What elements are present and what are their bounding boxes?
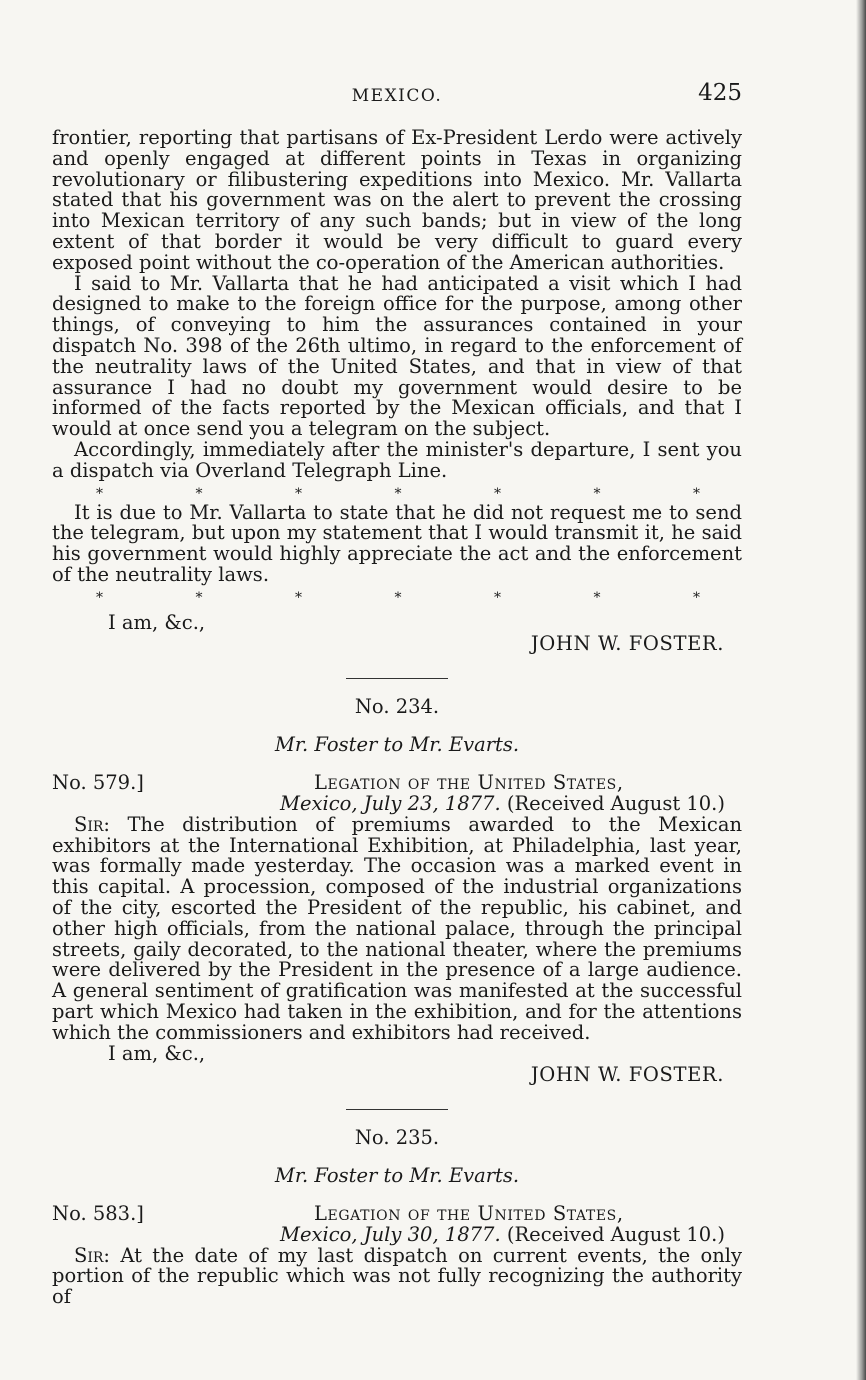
dispatch-number-579: No. 579.] [52,770,144,794]
signature: JOHN W. FOSTER. [530,631,724,655]
section-divider [346,678,448,679]
document-number-234: No. 234. [354,694,440,718]
salutation: Sir: [74,812,110,836]
ellipsis-stars-2 [52,586,742,607]
section-divider-2 [346,1109,448,1110]
signature-234: JOHN W. FOSTER. [530,1062,724,1086]
closing: I am, &c., [108,610,206,634]
paragraph-current-events [52,1243,743,1309]
page-header [52,80,742,110]
place-date: Mexico, July 30, 1877. [280,1222,501,1246]
star: * [693,589,700,606]
paragraph-telegram: Accordingly, immediately after the minister's departure, I sent you a dispatch via Overland Telegraph Line. [52,437,742,482]
ellipsis-stars-1 [52,482,742,503]
received-date: (Received August 10.) [506,791,725,815]
place-date-line-235 [52,1222,742,1246]
star: * [96,589,103,606]
legation-line-234 [52,770,742,794]
paragraph-premiums [52,812,743,1044]
star: * [195,589,203,606]
running-head: MEXICO. [351,86,443,106]
document-number-235: No. 235. [354,1125,440,1149]
document-heading-234: Mr. Foster to Mr. Evarts. [274,732,520,756]
star: * [394,589,402,606]
document-heading-235: Mr. Foster to Mr. Evarts. [274,1163,520,1187]
received-date: (Received August 10.) [506,1222,725,1246]
star: * [494,485,501,502]
paragraph-premiums-text: The distribution of premiums awarded to the Mexican exhibitors at the International Exhibition, at Philadelphia, last year, was formally made yesterday. The occasion was a marked event in this capital. A procession, composed of the industrial organizations of the city, escorted the President of the republic, his cabinet, and other high officials, from the national palace, through the principal streets, gaily decorated, to the national theater, where the premiums were delivered by the President in the presence of a large audience. A general sentiment of gratification was manifested at the successful part which Mexico had taken in the exhibition, and for the attentions which the commissioners and exhibitors had received. [52,812,743,1044]
legation-title: Legation of the United States, [314,770,624,794]
salutation: Sir: [74,1243,110,1267]
page-body [52,128,742,1308]
star: * [693,485,700,502]
page-number: 425 [698,80,742,106]
star: * [96,485,103,502]
place-date: Mexico, July 23, 1877. [280,791,501,815]
paragraph-due-to-vallarta: It is due to Mr. Vallarta to state that he did not request me to send the telegram, but upon my statement that I would transmit it, he said his government would highly appreciate the act and the enforcement of the neutrality laws. [52,500,742,586]
place-date-line-234 [52,791,742,815]
star: * [593,589,601,606]
paragraph-frontier: frontier, reporting that partisans of Ex-President Lerdo were actively and openly engaged at different points in Texas in organizing revolutionary or filibustering expeditions into Mexico. Mr. Vallarta stated that his government was on the alert to prevent the crossing into Mexican territory of any such bands; but in view of the long extent of that border it would be very difficult to guard every exposed point without the co-operation of the American authorities. [52,126,742,274]
closing-234: I am, &c., [108,1041,206,1065]
page-edge-shadow [856,0,866,1380]
star: * [593,485,601,502]
legation-title: Legation of the United States, [314,1201,624,1225]
paragraph-current-events-text: At the date of my last dispatch on current events, the only portion of the republic which was not fully recognizing the authority of [52,1243,743,1309]
star: * [295,589,302,606]
dispatch-number-583: No. 583.] [52,1201,144,1225]
paragraph-vallarta-visit: I said to Mr. Vallarta that he had anticipated a visit which I had designed to make to the foreign office for the purpose, among other things, of conveying to him the assurances contained in your dispatch No. 398 of the 26th ultimo, in regard to the enforcement of the neutrality laws of the United States, and that in view of that assurance I had no doubt my government would desire to be informed of the facts reported by the Mexican officials, and that I would at once send you a telegram on the subject. [52,271,742,441]
star: * [195,485,203,502]
legation-line-235 [52,1201,742,1225]
star: * [494,589,501,606]
star: * [295,485,302,502]
star: * [394,485,402,502]
